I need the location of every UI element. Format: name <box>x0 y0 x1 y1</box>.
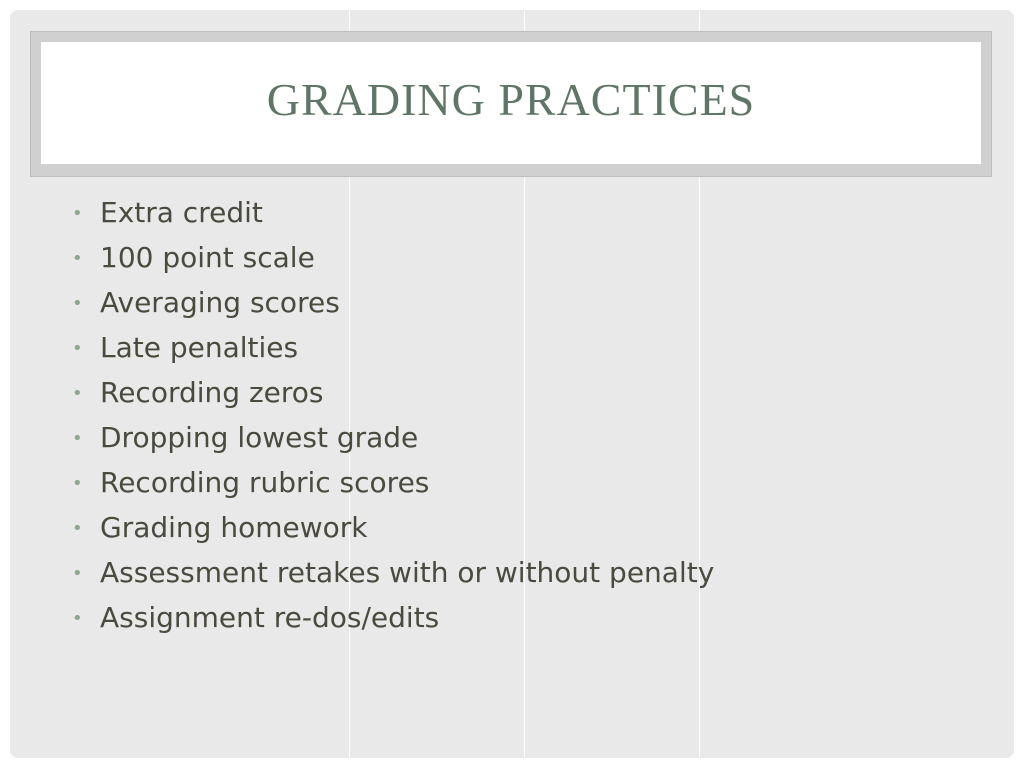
bullet-icon: • <box>72 293 83 314</box>
slide-title: GRADING PRACTICES <box>266 73 756 125</box>
slide <box>10 10 1014 758</box>
bullet-text: Assessment retakes with or without penalty <box>100 556 715 589</box>
bullet-text: Recording zeros <box>100 376 324 409</box>
bullet-item <box>72 376 714 421</box>
bullet-text: Grading homework <box>100 511 368 544</box>
bullet-text: Averaging scores <box>100 286 340 319</box>
title-box <box>41 42 981 164</box>
bullet-text: Assignment re-dos/edits <box>100 601 440 634</box>
bullet-item <box>72 556 714 601</box>
bullet-text: 100 point scale <box>100 241 315 274</box>
bullet-item <box>72 421 714 466</box>
bullet-icon: • <box>72 608 83 629</box>
bullet-item <box>72 196 714 241</box>
bullet-text: Recording rubric scores <box>100 466 430 499</box>
bullet-text: Dropping lowest grade <box>100 421 419 454</box>
bullet-icon: • <box>72 248 83 269</box>
bullet-icon: • <box>72 518 83 539</box>
bullet-item <box>72 241 714 286</box>
bullet-item <box>72 466 714 511</box>
bullet-list <box>72 196 714 646</box>
bullet-item <box>72 331 714 376</box>
bullet-text: Late penalties <box>100 331 299 364</box>
bullet-item <box>72 601 714 646</box>
bullet-icon: • <box>72 338 83 359</box>
bullet-text: Extra credit <box>100 196 263 229</box>
bullet-icon: • <box>72 428 83 449</box>
title-frame <box>30 31 992 177</box>
bullet-item <box>72 286 714 331</box>
bullet-icon: • <box>72 203 83 224</box>
bullet-icon: • <box>72 563 83 584</box>
bullet-icon: • <box>72 383 83 404</box>
bullet-icon: • <box>72 473 83 494</box>
bullet-item <box>72 511 714 556</box>
